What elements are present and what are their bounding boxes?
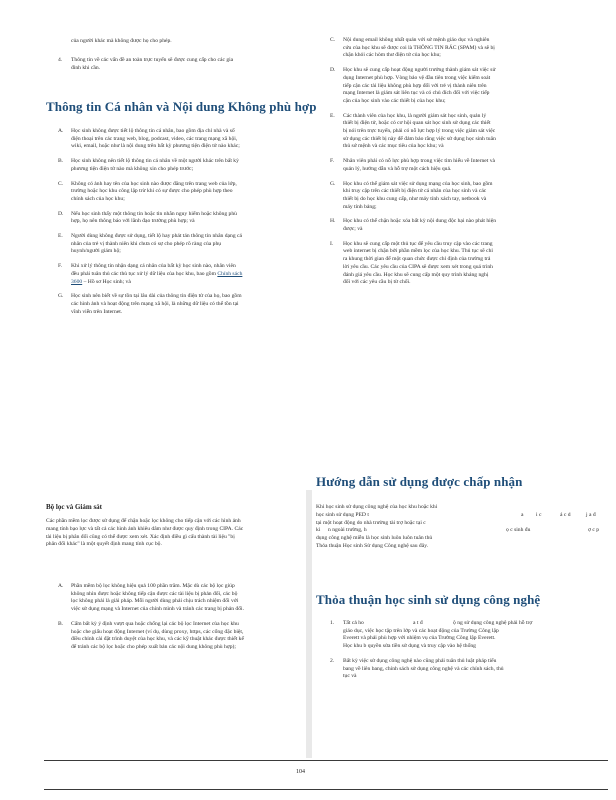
list-item-text: Phần mềm bộ lọc không hiệu quả 100 phần trăm. Mặc dù các bộ lọc giúp không nhìn được hoặc không tiếp cận được các tài liệu bị phản đối, các bộ lọc không phải là giải pháp. Mỗi người dùng phải chịu trách nhiệm đối với việc sử dụng mạng và Internet của chính mình và tránh các trang bị phản đối. [71, 583, 244, 613]
list-marker: H. [330, 218, 336, 225]
text-fragment: j a đ [586, 511, 596, 518]
list-item [44, 181, 244, 204]
list-marker: C. [58, 180, 64, 187]
list-marker: D. [58, 210, 64, 217]
personal-info-list [44, 128, 244, 316]
list-item [316, 658, 506, 681]
paragraph-line [316, 527, 608, 535]
text-fragment: a [521, 511, 524, 518]
list-item [44, 211, 244, 226]
paragraph-line [343, 620, 533, 628]
list-marker: B. [58, 158, 64, 165]
filter-list [44, 583, 244, 652]
list-item [316, 158, 496, 173]
list-item [316, 181, 496, 212]
list-item [316, 218, 496, 233]
list-item [316, 241, 496, 287]
list-marker: A. [58, 128, 64, 134]
list-item [44, 233, 244, 256]
tech-agreement-list [316, 620, 533, 681]
paragraph-line: Khi học sinh sử dụng công nghệ của học khu hoặc khi [316, 504, 438, 510]
text-fragment: n ngoài trường, h [328, 527, 367, 534]
list-item-text: Các thành viên của học khu, là người giám sát học sinh, quản lý thiết bị điện tử, hoặc có cơ hội quan sát học sinh sử dụng các thiết bị nói trên trực tuyến, phải có nỗ lực hợp lý trong việc giám sát việc sử dụng các thiết bị này để đảm bảo rằng việc sử dụng học sinh tuân thủ sứ mệnh và các mục tiêu của học khu; và [343, 112, 496, 150]
list-item-text: Người dùng không được sử dụng, tiết lộ hay phát tán thông tin nhân dạng cá nhân của trẻ vị thành niên khi chưa có sự cho phép rõ ràng của phụ huynh/người giám hộ; [71, 233, 242, 255]
list-item [44, 57, 244, 72]
list-item-text: – Hồ sơ Học sinh; và [83, 278, 131, 285]
list-item-text: Nếu học sinh thấy một thông tin hoặc tin nhắn nguy hiểm hoặc không phù hợp, họ nên thông báo với lãnh đạo trường phù hợp; và [71, 210, 237, 225]
filter-list-continued [316, 37, 496, 287]
list-item-text: Cấm bất kỳ ý định vượt qua hoặc chống lại các bộ lọc Internet của học khu hoặc che giấu hoạt động Internet (ví dụ, dùng proxy, https, các cổng đặc biệt, điều chỉnh cài đặt trình duyệt của học khu, và các kỹ thuật khác được thiết kế để tránh các bộ lọc hoặc cho phép xuất bản các nội dung không phù hợp); [71, 620, 244, 650]
list-marker: E. [58, 233, 63, 240]
text-fragment: ộ ng sử dụng công nghệ phải hỗ trợ [453, 620, 533, 626]
text-fragment: á c d [560, 511, 571, 518]
list-marker: 1. [330, 620, 335, 626]
list-item-text: Không có ảnh hay tên của học sinh nào được đăng trên trang web của lớp, trường hoặc học khu công lập trừ khi có sự được cho phép phù hợp theo chính sách của học khu; [71, 180, 237, 202]
column-divider-shade [306, 490, 312, 758]
list-item-text: giáo dục, việc học tập trên lớp và các hoạt động của Trường Công lập Everett và phải phù hợp với nhiệm vụ của Trường Công lập Everett. Học khu b quyền sửa tiền sử dụng và truy cập vào hệ thống [343, 627, 499, 650]
list-marker: F. [330, 158, 335, 165]
list-marker: G. [58, 293, 64, 300]
list-item-text: Học sinh không nên tiết lộ thông tin cá nhân về một người khác trên bất kỳ phương tiện điện tử nào mà không xin cho phép trước; [71, 158, 239, 172]
policy-3600-link[interactable]: Chính sách 3600 [71, 270, 243, 285]
list-item [44, 583, 244, 614]
list-item [316, 37, 496, 60]
list-item-text: Khi xử lý thông tin nhận dạng cá nhân của bất kỳ học sinh nào, nhân viên đều phải tuân thủ các thủ tục xử lý dữ liệu của học khu, bao gồm [71, 263, 236, 277]
list-marker: 4. [58, 57, 63, 63]
list-item [316, 67, 496, 106]
text-fragment: học sinh sử dụng PED t [316, 511, 369, 518]
list-marker: A. [58, 583, 64, 589]
footer-rule [44, 760, 608, 761]
section-heading-personal-info: Thông tin Cá nhân và Nội dung Không phù hợp [46, 99, 317, 114]
footer-rule-bottom [44, 789, 608, 790]
list-marker: D. [330, 67, 336, 74]
list-marker: G. [330, 180, 336, 187]
list-item-text: Học khu sẽ cung cấp hoạt động người trưởng thành giám sát việc sử dụng Internet phù hợp. Vòng bảo vệ đầu tiên trong việc kiểm soát tiếp cận các tài liệu không phù hợp đối với trẻ vị thành niên trên mạng Internet là giám sát liên tục và có chủ đích đối với việc tiếp cận của học sinh vào các thiết bị của học khu; [343, 67, 496, 104]
text-fragment: Tất cả ho [343, 620, 364, 626]
list-marker: E. [330, 112, 335, 119]
acceptable-use-paragraph [316, 504, 608, 551]
paragraph-line: tại một hoạt động do nhà trường tài trợ hoặc tại c [316, 519, 426, 526]
list-marker: C. [330, 37, 336, 43]
paragraph-line: Thỏa thuận Học sinh Sử dụng Công nghệ sau đây. [316, 542, 429, 549]
text-fragment: kì [316, 527, 321, 534]
continued-text: của người khác mà không được họ cho phép. [71, 38, 172, 44]
list-marker: I. [330, 240, 334, 247]
list-item-text: Bất kỳ việc sử dụng công nghệ nào cũng phải tuân thủ luật pháp tiểu bang về liên bang, chính sách sử dụng công nghệ và các chính sách, thủ tục và [343, 657, 504, 680]
list-item-text: Học sinh không được tiết lộ thông tin cá nhân, bao gồm địa chỉ nhà và số điện thoại trên các trang web, blog, podcast, video, các trang mạng xã hội, wiki, email, hoặc như là nội dung trên bất kỳ phương tiện điện tử nào khác; [71, 128, 240, 150]
paragraph-line: dụng công nghệ miễn là học sinh luôn luôn tuân thủ [316, 535, 433, 542]
list-item-text: Học khu sẽ cung cấp một thủ tục để yêu cầu truy cập vào các trang web internet bị chặn bởi phần mềm lọc của học khu. Thủ tục sẽ chỉ ra khung thời gian để một quan chức được chỉ định của trường trả lời yêu cầu. Các yêu cầu của CIPA sẽ được xem xét trong quá trình đánh giá yêu cầu. Học khu sẽ cung cấp một quy trình kháng nghị đối với các yêu cầu bị từ chối. [343, 240, 493, 286]
text-fragment: i c [536, 511, 542, 518]
list-item [316, 620, 533, 651]
paragraph-line [316, 512, 608, 520]
list-item [44, 263, 244, 286]
text-fragment: a t đ [413, 620, 423, 626]
list-item [44, 621, 244, 652]
list-marker: 2. [330, 657, 335, 664]
list-marker: B. [58, 620, 64, 627]
page-number: 104 [296, 769, 305, 775]
section-heading-tech-agreement: Thỏa thuận học sinh sử dụng công nghệ [316, 592, 541, 607]
list-item [44, 158, 244, 173]
list-item [316, 113, 496, 152]
filter-body: Các phần mềm lọc được sử dụng để chặn hoặc lọc không cho tiếp cận với các hình ảnh mang tính bạo lực và tất cả các hình ảnh khiêu dâm như được quy định trong CIPA. Các tài liệu bị phân đối cũng có thể được xem xét. Xác định điều gì cấu thành tài liệu "bị phân đối khác" là một quyết định mang tính cục bộ. [46, 518, 244, 548]
section-heading-acceptable-use: Hướng dẫn sử dụng được chấp nhận [316, 474, 523, 489]
list-item-text: Nhân viên phải có nỗ lực phù hợp trong việc tìm hiểu về Internet và quản lý, hướng dẫn và hỗ trợ một cách hiệu quả. [343, 158, 496, 172]
filter-heading: Bộ lọc và Giám sát [46, 503, 102, 511]
list-item-text: Học khu có thể giám sát việc sử dụng mạng của học sinh, bao gồm khi truy cập trên các thiết bị điện tử cá nhân của học sinh và các thiết bị do học khu cung cấp, như máy tính xách tay, netbook và máy tính bảng; [343, 180, 493, 210]
list-marker: F. [58, 263, 63, 270]
text-fragment: ợ c p [588, 527, 600, 534]
list-item [44, 293, 244, 316]
list-item-text: Học khu có thể chặn hoặc xóa bất kỳ nội dung độc hại nào phát hiện được; và [343, 218, 497, 233]
list-item [44, 128, 244, 151]
list-item-text: Thông tin về các vấn đề an toàn trực tuyến sẽ được cung cấp cho các gia đình khi cần. [71, 57, 234, 71]
text-fragment: ọ c sinh đu [506, 527, 531, 534]
list-item-text: Học sinh nên biết về sự tồn tại lâu dài của thông tin điện tử của họ, bao gồm các hình ảnh và hoạt động trên mạng xã hội, là những dữ liệu có thể tồn tại vĩnh viễn trên Internet. [71, 293, 242, 315]
list-item-text: Nội dung email không nhất quán với sứ mệnh giáo dục và nghiên cứu của học khu sẽ được coi là THÔNG TIN RÁC (SPAM) và sẽ bị chặn khỏi các hòm thư điện tử của học khu; [343, 37, 495, 59]
